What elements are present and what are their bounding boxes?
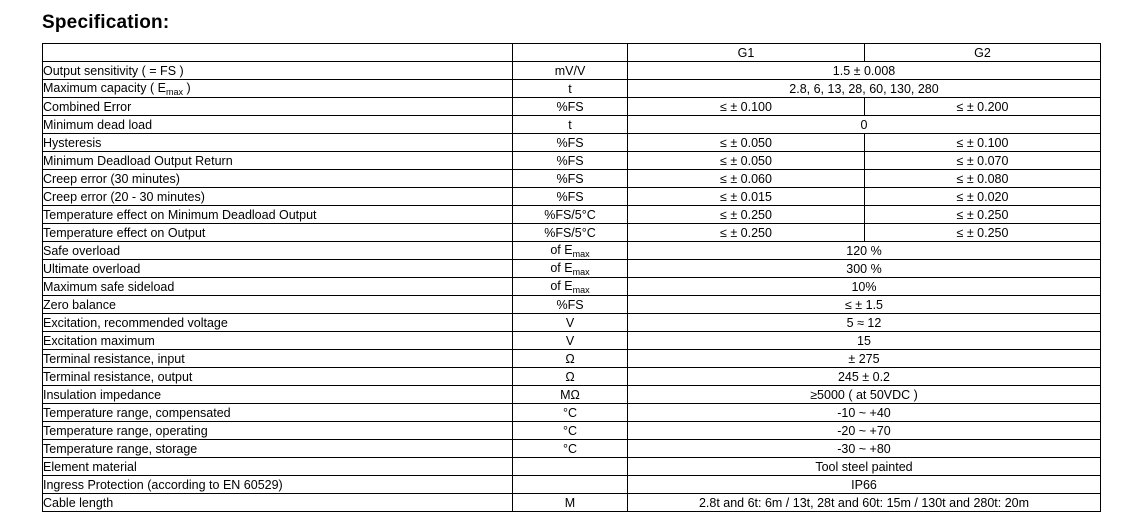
cell-parameter: Maximum capacity ( $E_{max}$ ) — [43, 80, 513, 98]
cell-value-g1: ≤ ± 0.015 — [628, 188, 865, 206]
cell-value-combined: Tool steel painted — [628, 458, 1101, 476]
cell-parameter: Terminal resistance, input — [43, 350, 513, 368]
cell-parameter: Minimum Deadload Output Return — [43, 152, 513, 170]
table-row — [43, 458, 1101, 476]
cell-value-combined: 2.8t and 6t: 6m / 13t, 28t and 60t: 15m / 130t and 280t: 20m — [628, 494, 1101, 512]
cell-unit: of $E_{max}$ — [513, 242, 628, 260]
cell-value-combined: ± 275 — [628, 350, 1101, 368]
cell-parameter: Creep error (20 - 30 minutes) — [43, 188, 513, 206]
table-row — [43, 278, 1101, 296]
header-cell-g1: G1 — [628, 44, 865, 62]
cell-unit: Ω — [513, 368, 628, 386]
table-row — [43, 80, 1101, 98]
table-row — [43, 440, 1101, 458]
cell-value-g1: ≤ ± 0.060 — [628, 170, 865, 188]
cell-value-combined: 1.5 ± 0.008 — [628, 62, 1101, 80]
table-row — [43, 62, 1101, 80]
cell-value-combined: 5 ≈ 12 — [628, 314, 1101, 332]
cell-unit — [513, 458, 628, 476]
cell-unit — [513, 476, 628, 494]
cell-parameter: Ultimate overload — [43, 260, 513, 278]
cell-unit: %FS/5°C — [513, 224, 628, 242]
table-row — [43, 98, 1101, 116]
table-row — [43, 134, 1101, 152]
cell-value-g1: ≤ ± 0.050 — [628, 134, 865, 152]
document-page — [0, 12, 1123, 528]
table-row — [43, 242, 1101, 260]
cell-value-combined: ≥5000 ( at 50VDC ) — [628, 386, 1101, 404]
cell-value-combined: 245 ± 0.2 — [628, 368, 1101, 386]
table-row — [43, 224, 1101, 242]
table-row — [43, 350, 1101, 368]
cell-unit: V — [513, 332, 628, 350]
table-row — [43, 422, 1101, 440]
cell-value-combined: 300 % — [628, 260, 1101, 278]
cell-parameter: Insulation impedance — [43, 386, 513, 404]
cell-value-combined: -30 ~ +80 — [628, 440, 1101, 458]
cell-parameter: Combined Error — [43, 98, 513, 116]
table-row — [43, 188, 1101, 206]
table-header-row — [43, 44, 1101, 62]
specification-table — [42, 43, 1101, 512]
table-row — [43, 116, 1101, 134]
cell-value-g2: ≤ ± 0.250 — [865, 206, 1101, 224]
table-row — [43, 332, 1101, 350]
cell-unit: %FS — [513, 134, 628, 152]
cell-unit: °C — [513, 422, 628, 440]
specification-table-wrapper — [42, 43, 1100, 512]
table-row — [43, 368, 1101, 386]
cell-value-g2: ≤ ± 0.250 — [865, 224, 1101, 242]
cell-unit: %FS — [513, 188, 628, 206]
parameter-subscript: max — [165, 87, 183, 97]
cell-value-g2: ≤ ± 0.080 — [865, 170, 1101, 188]
table-row — [43, 404, 1101, 422]
cell-parameter: Excitation maximum — [43, 332, 513, 350]
cell-parameter: Temperature range, operating — [43, 422, 513, 440]
table-row — [43, 206, 1101, 224]
header-cell-parameter — [43, 44, 513, 62]
cell-unit: mV/V — [513, 62, 628, 80]
cell-parameter: Temperature effect on Minimum Deadload Output — [43, 206, 513, 224]
table-row — [43, 386, 1101, 404]
cell-unit: MΩ — [513, 386, 628, 404]
cell-value-g2: ≤ ± 0.100 — [865, 134, 1101, 152]
cell-unit: °C — [513, 440, 628, 458]
cell-unit: %FS/5°C — [513, 206, 628, 224]
cell-value-combined: 120 % — [628, 242, 1101, 260]
cell-parameter: Zero balance — [43, 296, 513, 314]
cell-value-combined: 2.8, 6, 13, 28, 60, 130, 280 — [628, 80, 1101, 98]
cell-parameter: Temperature effect on Output — [43, 224, 513, 242]
cell-parameter: Safe overload — [43, 242, 513, 260]
unit-subscript: max — [572, 267, 590, 277]
cell-unit: %FS — [513, 296, 628, 314]
cell-parameter: Element material — [43, 458, 513, 476]
header-cell-unit — [513, 44, 628, 62]
cell-parameter: Temperature range, storage — [43, 440, 513, 458]
cell-unit: of $E_{max}$ — [513, 260, 628, 278]
cell-value-g2: ≤ ± 0.200 — [865, 98, 1101, 116]
table-row — [43, 494, 1101, 512]
cell-unit: t — [513, 116, 628, 134]
cell-parameter: Cable length — [43, 494, 513, 512]
cell-parameter: Creep error (30 minutes) — [43, 170, 513, 188]
cell-value-g1: ≤ ± 0.050 — [628, 152, 865, 170]
unit-subscript: max — [572, 249, 590, 259]
cell-unit: %FS — [513, 98, 628, 116]
cell-value-combined: ≤ ± 1.5 — [628, 296, 1101, 314]
cell-unit: °C — [513, 404, 628, 422]
cell-unit: M — [513, 494, 628, 512]
cell-parameter: Hysteresis — [43, 134, 513, 152]
table-row — [43, 260, 1101, 278]
cell-value-combined: 10% — [628, 278, 1101, 296]
page-title: Specification: — [42, 12, 170, 33]
cell-value-g1: ≤ ± 0.250 — [628, 206, 865, 224]
table-row — [43, 476, 1101, 494]
cell-value-combined: IP66 — [628, 476, 1101, 494]
cell-value-g1: ≤ ± 0.100 — [628, 98, 865, 116]
cell-parameter: Minimum dead load — [43, 116, 513, 134]
cell-parameter: Maximum safe sideload — [43, 278, 513, 296]
cell-value-g2: ≤ ± 0.070 — [865, 152, 1101, 170]
cell-unit: Ω — [513, 350, 628, 368]
unit-subscript: max — [572, 285, 590, 295]
header-cell-g2: G2 — [865, 44, 1101, 62]
cell-parameter: Terminal resistance, output — [43, 368, 513, 386]
table-row — [43, 152, 1101, 170]
cell-parameter: Excitation, recommended voltage — [43, 314, 513, 332]
cell-unit: V — [513, 314, 628, 332]
cell-value-combined: -20 ~ +70 — [628, 422, 1101, 440]
cell-unit: %FS — [513, 170, 628, 188]
cell-value-combined: -10 ~ +40 — [628, 404, 1101, 422]
cell-unit: t — [513, 80, 628, 98]
cell-value-g2: ≤ ± 0.020 — [865, 188, 1101, 206]
cell-parameter: Output sensitivity ( = FS ) — [43, 62, 513, 80]
table-row — [43, 314, 1101, 332]
cell-value-combined: 15 — [628, 332, 1101, 350]
cell-parameter: Temperature range, compensated — [43, 404, 513, 422]
table-row — [43, 296, 1101, 314]
cell-parameter: Ingress Protection (according to EN 60529) — [43, 476, 513, 494]
cell-value-g1: ≤ ± 0.250 — [628, 224, 865, 242]
table-row — [43, 170, 1101, 188]
cell-unit: of $E_{max}$ — [513, 278, 628, 296]
cell-value-combined: 0 — [628, 116, 1101, 134]
cell-unit: %FS — [513, 152, 628, 170]
